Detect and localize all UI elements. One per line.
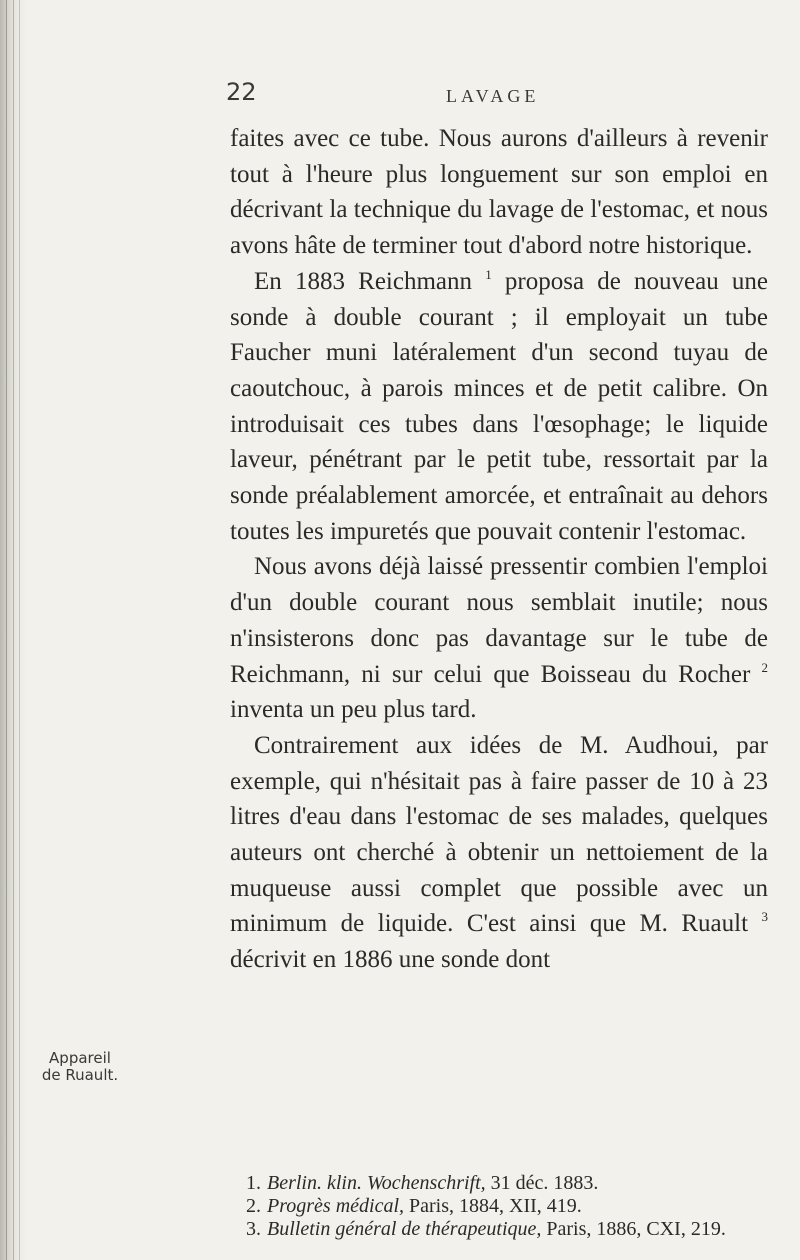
footnote-number: 3. bbox=[246, 1218, 261, 1240]
footnote-ref: 3 bbox=[761, 909, 768, 925]
footnote-title: Progrès médical, bbox=[267, 1195, 405, 1217]
footnote-detail: Paris, 1886, CXI, 219. bbox=[546, 1218, 726, 1240]
main-text bbox=[230, 121, 768, 978]
paragraph-text: En 1883 Reichmann bbox=[254, 267, 473, 295]
binding-line bbox=[19, 0, 20, 1260]
margin-note-line: de Ruault. bbox=[41, 1066, 119, 1084]
footnotes bbox=[246, 1172, 786, 1241]
margin-note-line: Appareil bbox=[49, 1049, 111, 1067]
footnote-ref: 2 bbox=[761, 659, 768, 675]
page-header bbox=[0, 78, 800, 108]
paragraph-2 bbox=[230, 264, 768, 550]
footnote-ref: 1 bbox=[485, 266, 492, 282]
footnote-1 bbox=[246, 1172, 786, 1195]
page-number: 22 bbox=[226, 78, 257, 106]
footnote-3 bbox=[246, 1218, 786, 1241]
binding-line bbox=[13, 0, 14, 1260]
footnote-title: Berlin. klin. Wochenschrift, bbox=[267, 1172, 486, 1194]
footnote-number: 1. bbox=[246, 1172, 261, 1194]
paragraph-text: inventa un peu plus tard. bbox=[230, 696, 477, 724]
paragraph-text: décrivit en 1886 une sonde dont bbox=[230, 946, 551, 974]
footnote-2 bbox=[246, 1195, 786, 1218]
book-binding-edge bbox=[0, 0, 28, 1260]
paragraph-text: Contrairement aux idées de M. Audhoui, par exemple, qui n'hésitait pas à faire passer de 10 à 23 litres d'eau dans l'estomac de ses malades, quelques auteurs ont cherché à obtenir un nettoiement de la muqueuse aussi complet que possible avec un minimum de liquide. C'est ainsi que M. Ruault bbox=[230, 731, 768, 938]
footnote-detail: 31 déc. 1883. bbox=[490, 1172, 599, 1194]
running-head: LAVAGE bbox=[446, 86, 540, 106]
paragraph-text: proposa de nouveau une sonde à double courant ; il employait un tube Faucher muni latéralement d'un second tuyau de caoutchouc, à parois minces et de petit calibre. On introduisait ces tubes dans l'œsophage; le liquide laveur, pénétrant par le petit tube, ressortait par la sonde préalablement amorcée, et entraînait au dehors toutes les impuretés que pouvait contenir l'estomac. bbox=[230, 267, 768, 545]
footnote-number: 2. bbox=[246, 1195, 261, 1217]
paragraph-1 bbox=[230, 121, 768, 264]
footnote-detail: Paris, 1884, XII, 419. bbox=[409, 1195, 582, 1217]
footnote-title: Bulletin général de thérapeutique, bbox=[267, 1218, 542, 1240]
binding-line bbox=[6, 0, 7, 1260]
margin-note bbox=[32, 1050, 128, 1084]
paragraph-3 bbox=[230, 549, 768, 728]
paragraph-text: faites avec ce tube. Nous aurons d'ailleurs à revenir tout à l'heure plus longuement sur son emploi en décrivant la technique du lavage de l'estomac, et nous avons hâte de terminer tout d'abord notre historique. bbox=[230, 125, 768, 260]
paragraph-text: Nous avons déjà laissé pressentir combien l'emploi d'un double courant nous semblait inutile; nous n'insisterons donc pas davantage sur le tube de Reichmann, ni sur celui que Boisseau du Rocher bbox=[230, 553, 768, 688]
paragraph-4 bbox=[230, 728, 768, 978]
